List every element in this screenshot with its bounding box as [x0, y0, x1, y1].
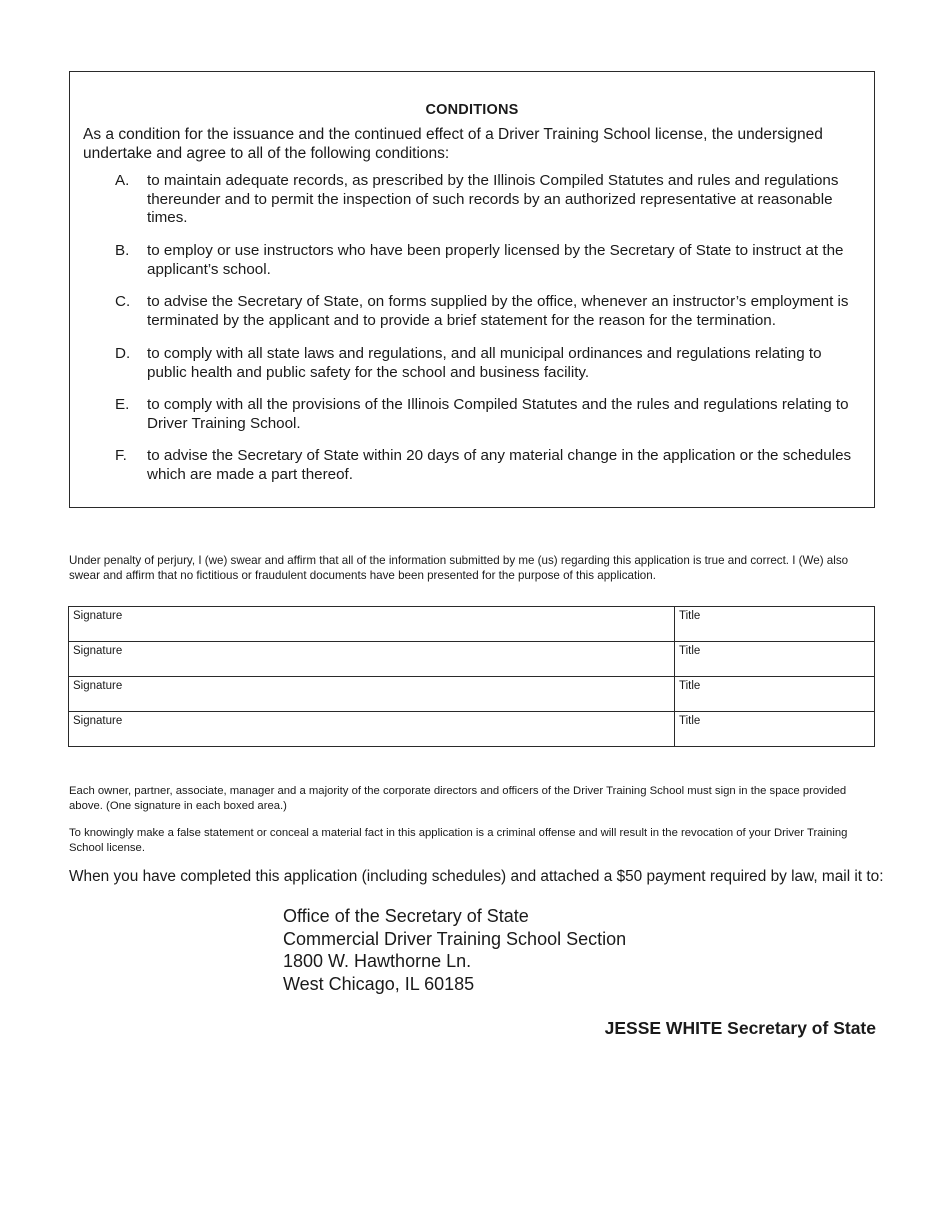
title-field[interactable]: [675, 712, 875, 747]
conditions-title: CONDITIONS: [425, 102, 519, 118]
condition-letter: E.: [115, 396, 130, 413]
signature-row: [69, 712, 875, 747]
title-label: Title: [679, 715, 701, 727]
condition-letter: F.: [115, 447, 127, 464]
signature-label: Signature: [73, 715, 123, 727]
mail-instruction: When you have completed this application (including schedules) and attached a $50 payment required by law, mail it to:: [69, 868, 884, 885]
condition-letter: A.: [115, 172, 130, 189]
false-statement-note: To knowingly make a false statement or conceal a material fact in this application is a criminal offense and will result in the revocation of your Driver Training School license.: [69, 827, 848, 854]
condition-text: to maintain adequate records, as prescribed by the Illinois Compiled Statutes and rules and regulations thereunder and to permit the inspection of such records by an authorized representative at reasonable times.: [147, 172, 839, 226]
address-line-1: Office of the Secretary of State: [283, 906, 529, 926]
condition-letter: B.: [115, 242, 130, 259]
signature-label: Signature: [73, 610, 123, 622]
condition-text: to advise the Secretary of State, on forms supplied by the office, whenever an instructor’s employment is terminated by the applicant and to provide a brief statement for the reason for the termination.: [147, 293, 849, 329]
signature-row: [69, 642, 875, 677]
title-field[interactable]: [675, 642, 875, 677]
mailing-address: [283, 905, 626, 995]
condition-text: to employ or use instructors who have been properly licensed by the Secretary of State to instruct at the applicant’s school.: [147, 242, 844, 278]
signature-row: [69, 677, 875, 712]
title-field[interactable]: [675, 677, 875, 712]
address-line-3: 1800 W. Hawthorne Ln.: [283, 951, 472, 971]
address-line-2: Commercial Driver Training School Section: [283, 928, 627, 949]
conditions-box: [69, 71, 875, 508]
conditions-intro: As a condition for the issuance and the continued effect of a Driver Training School license, the undersigned undertake and agree to all of the following conditions:: [83, 126, 823, 162]
signature-label: Signature: [73, 645, 123, 657]
perjury-statement: Under penalty of perjury, I (we) swear and affirm that all of the information submitted by me (us) regarding this application is true and correct. I (We) also swear and affirm that no fictitious or fraudulent documents have been presented for the purpose of this application.: [69, 554, 849, 582]
signature-field[interactable]: [69, 642, 675, 677]
condition-letter: C.: [115, 293, 131, 310]
title-field[interactable]: [675, 607, 875, 642]
signature-field[interactable]: [69, 712, 675, 747]
title-label: Title: [679, 645, 701, 657]
signing-note: Each owner, partner, associate, manager and a majority of the corporate directors and officers of the Driver Training School must sign in the space provided above. (One signature in each boxed area.): [69, 785, 847, 812]
condition-text: to comply with all state laws and regulations, and all municipal ordinances and regulations relating to public health and public safety for the school and business facility.: [147, 345, 822, 381]
address-line-4: West Chicago, IL 60185: [283, 973, 475, 994]
title-label: Title: [679, 680, 701, 692]
signature-field[interactable]: [69, 607, 675, 642]
condition-text: to comply with all the provisions of the Illinois Compiled Statutes and the rules and regulations relating to Driver Training School.: [147, 396, 849, 432]
signature-table: [68, 606, 875, 747]
signature-field[interactable]: [69, 677, 675, 712]
secretary-of-state-signoff: JESSE WHITE Secretary of State: [604, 1018, 876, 1038]
signature-row: [69, 607, 875, 642]
title-label: Title: [679, 610, 701, 622]
condition-text: to advise the Secretary of State within 20 days of any material change in the application or the schedules which are made a part thereof.: [147, 447, 852, 483]
condition-letter: D.: [115, 345, 131, 362]
signature-label: Signature: [73, 680, 123, 692]
